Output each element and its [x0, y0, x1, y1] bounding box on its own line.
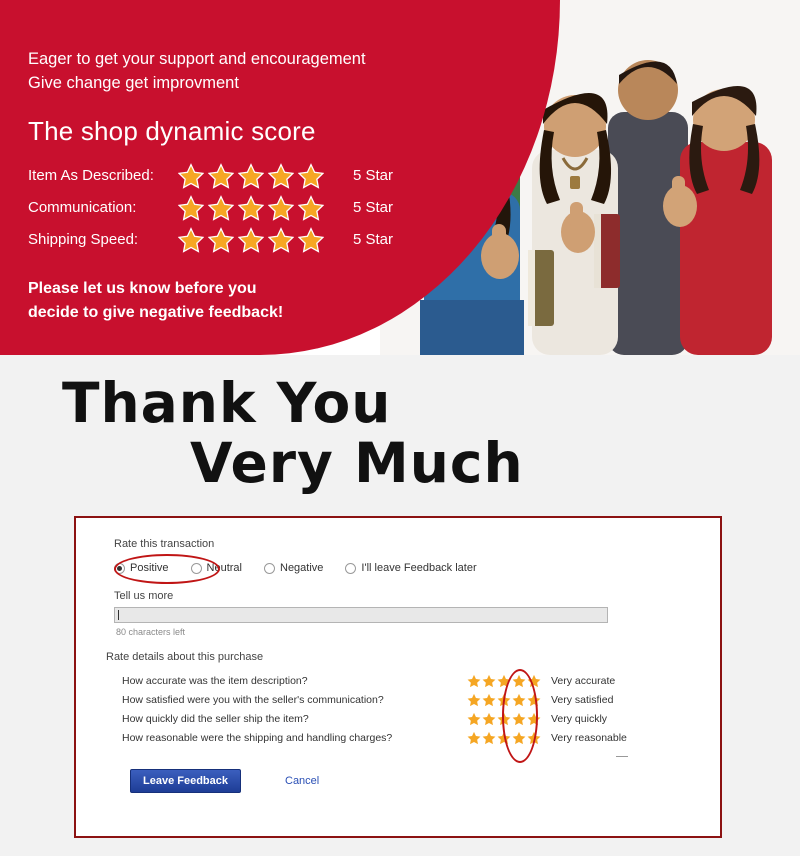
- radio-negative-label: Negative: [280, 562, 324, 574]
- star-icon[interactable]: [512, 674, 526, 688]
- form-actions: [130, 769, 694, 793]
- tagline-line-2: Give change get improvment: [28, 73, 239, 92]
- text-caret-icon: [118, 610, 119, 620]
- star-icon[interactable]: [497, 712, 511, 726]
- table-row: [122, 690, 694, 709]
- feedback-form: [76, 518, 720, 813]
- star-icon[interactable]: [512, 731, 526, 745]
- star-icon: [298, 227, 324, 253]
- star-icon: [268, 227, 294, 253]
- radio-later[interactable]: [345, 562, 476, 574]
- tagline-line-1: Eager to get your support and encouragement: [28, 50, 366, 68]
- star-icon: [238, 195, 264, 221]
- score-row: [28, 193, 458, 223]
- radio-positive[interactable]: [114, 562, 169, 574]
- rate-transaction-label: Rate this transaction: [114, 538, 215, 550]
- radio-negative[interactable]: [264, 562, 323, 574]
- star-icon[interactable]: [497, 674, 511, 688]
- cancel-link[interactable]: Cancel: [285, 775, 320, 787]
- shop-score-title: The shop dynamic score: [28, 115, 316, 146]
- score-row-value: 5 Star: [353, 231, 394, 249]
- star-icon: [208, 163, 234, 189]
- score-row: [28, 225, 458, 255]
- shop-score-rows: [28, 161, 458, 255]
- negative-feedback-notice: [28, 277, 458, 325]
- star-icon[interactable]: [512, 693, 526, 707]
- radio-dot-icon: [191, 563, 202, 574]
- detail-ratings-list: [102, 671, 694, 747]
- detail-question: How reasonable were the shipping and handling charges?: [122, 731, 393, 744]
- score-row-label: Item As Described:: [28, 167, 154, 185]
- rating-radio-group[interactable]: [114, 558, 694, 578]
- detail-stars[interactable]: [467, 712, 545, 726]
- rate-details-label: Rate details about this purchase: [106, 651, 264, 663]
- notice-line-2: decide to give negative feedback!: [28, 303, 284, 321]
- detail-stars[interactable]: [467, 693, 545, 707]
- star-icon: [238, 227, 264, 253]
- star-icon[interactable]: [497, 731, 511, 745]
- star-icon: [178, 195, 204, 221]
- detail-stars[interactable]: [467, 731, 545, 745]
- star-icon[interactable]: [482, 731, 496, 745]
- score-row-label: Communication:: [28, 199, 137, 217]
- feedback-form-card: [74, 516, 722, 838]
- star-icon[interactable]: [467, 731, 481, 745]
- table-row: [122, 671, 694, 690]
- detail-answer: Very satisfied: [551, 693, 614, 706]
- radio-positive-label: Positive: [130, 562, 169, 574]
- score-row-stars: [178, 163, 343, 189]
- detail-stars[interactable]: [467, 674, 545, 688]
- radio-neutral-label: Neutral: [206, 562, 242, 574]
- star-icon: [178, 163, 204, 189]
- star-icon: [268, 163, 294, 189]
- comment-input[interactable]: [114, 607, 608, 623]
- star-icon: [298, 163, 324, 189]
- promo-banner: [0, 0, 800, 355]
- detail-answer: Very reasonable: [551, 731, 627, 744]
- score-row-stars: [178, 227, 343, 253]
- score-row-stars: [178, 195, 343, 221]
- star-icon[interactable]: [467, 674, 481, 688]
- star-icon[interactable]: [527, 693, 541, 707]
- star-icon[interactable]: [467, 712, 481, 726]
- divider: [616, 756, 628, 757]
- star-icon: [178, 227, 204, 253]
- star-icon[interactable]: [497, 693, 511, 707]
- star-icon[interactable]: [467, 693, 481, 707]
- notice-line-1: Please let us know before you: [28, 279, 257, 297]
- star-icon: [268, 195, 294, 221]
- table-row: [122, 728, 694, 747]
- detail-question: How accurate was the item description?: [122, 674, 308, 687]
- star-icon[interactable]: [482, 712, 496, 726]
- radio-dot-icon: [264, 563, 275, 574]
- score-row-value: 5 Star: [353, 199, 394, 217]
- radio-dot-icon: [345, 563, 356, 574]
- table-row: [122, 709, 694, 728]
- characters-left-text: 80 characters left: [116, 627, 186, 637]
- star-icon: [208, 227, 234, 253]
- score-row-value: 5 Star: [353, 167, 394, 185]
- star-icon[interactable]: [527, 674, 541, 688]
- star-icon[interactable]: [527, 731, 541, 745]
- star-icon[interactable]: [527, 712, 541, 726]
- detail-answer: Very accurate: [551, 674, 616, 687]
- radio-neutral[interactable]: [191, 562, 242, 574]
- thank-you-line-2: Very Much: [190, 431, 524, 495]
- star-icon: [298, 195, 324, 221]
- detail-answer: Very quickly: [551, 712, 608, 725]
- score-row: [28, 161, 458, 191]
- leave-feedback-button[interactable]: Leave Feedback: [130, 769, 241, 793]
- radio-dot-icon: [114, 563, 125, 574]
- detail-question: How satisfied were you with the seller's communication?: [122, 693, 384, 706]
- thank-you-section: [0, 355, 800, 856]
- star-icon[interactable]: [512, 712, 526, 726]
- star-icon[interactable]: [482, 693, 496, 707]
- star-icon: [208, 195, 234, 221]
- star-icon: [238, 163, 264, 189]
- detail-question: How quickly did the seller ship the item?: [122, 712, 309, 725]
- star-icon[interactable]: [482, 674, 496, 688]
- radio-later-label: I'll leave Feedback later: [361, 562, 477, 574]
- tell-us-more-label: Tell us more: [114, 590, 174, 602]
- thank-you-line-1: Thank You: [62, 371, 392, 435]
- banner-text-block: [28, 48, 458, 325]
- score-row-label: Shipping Speed:: [28, 231, 139, 249]
